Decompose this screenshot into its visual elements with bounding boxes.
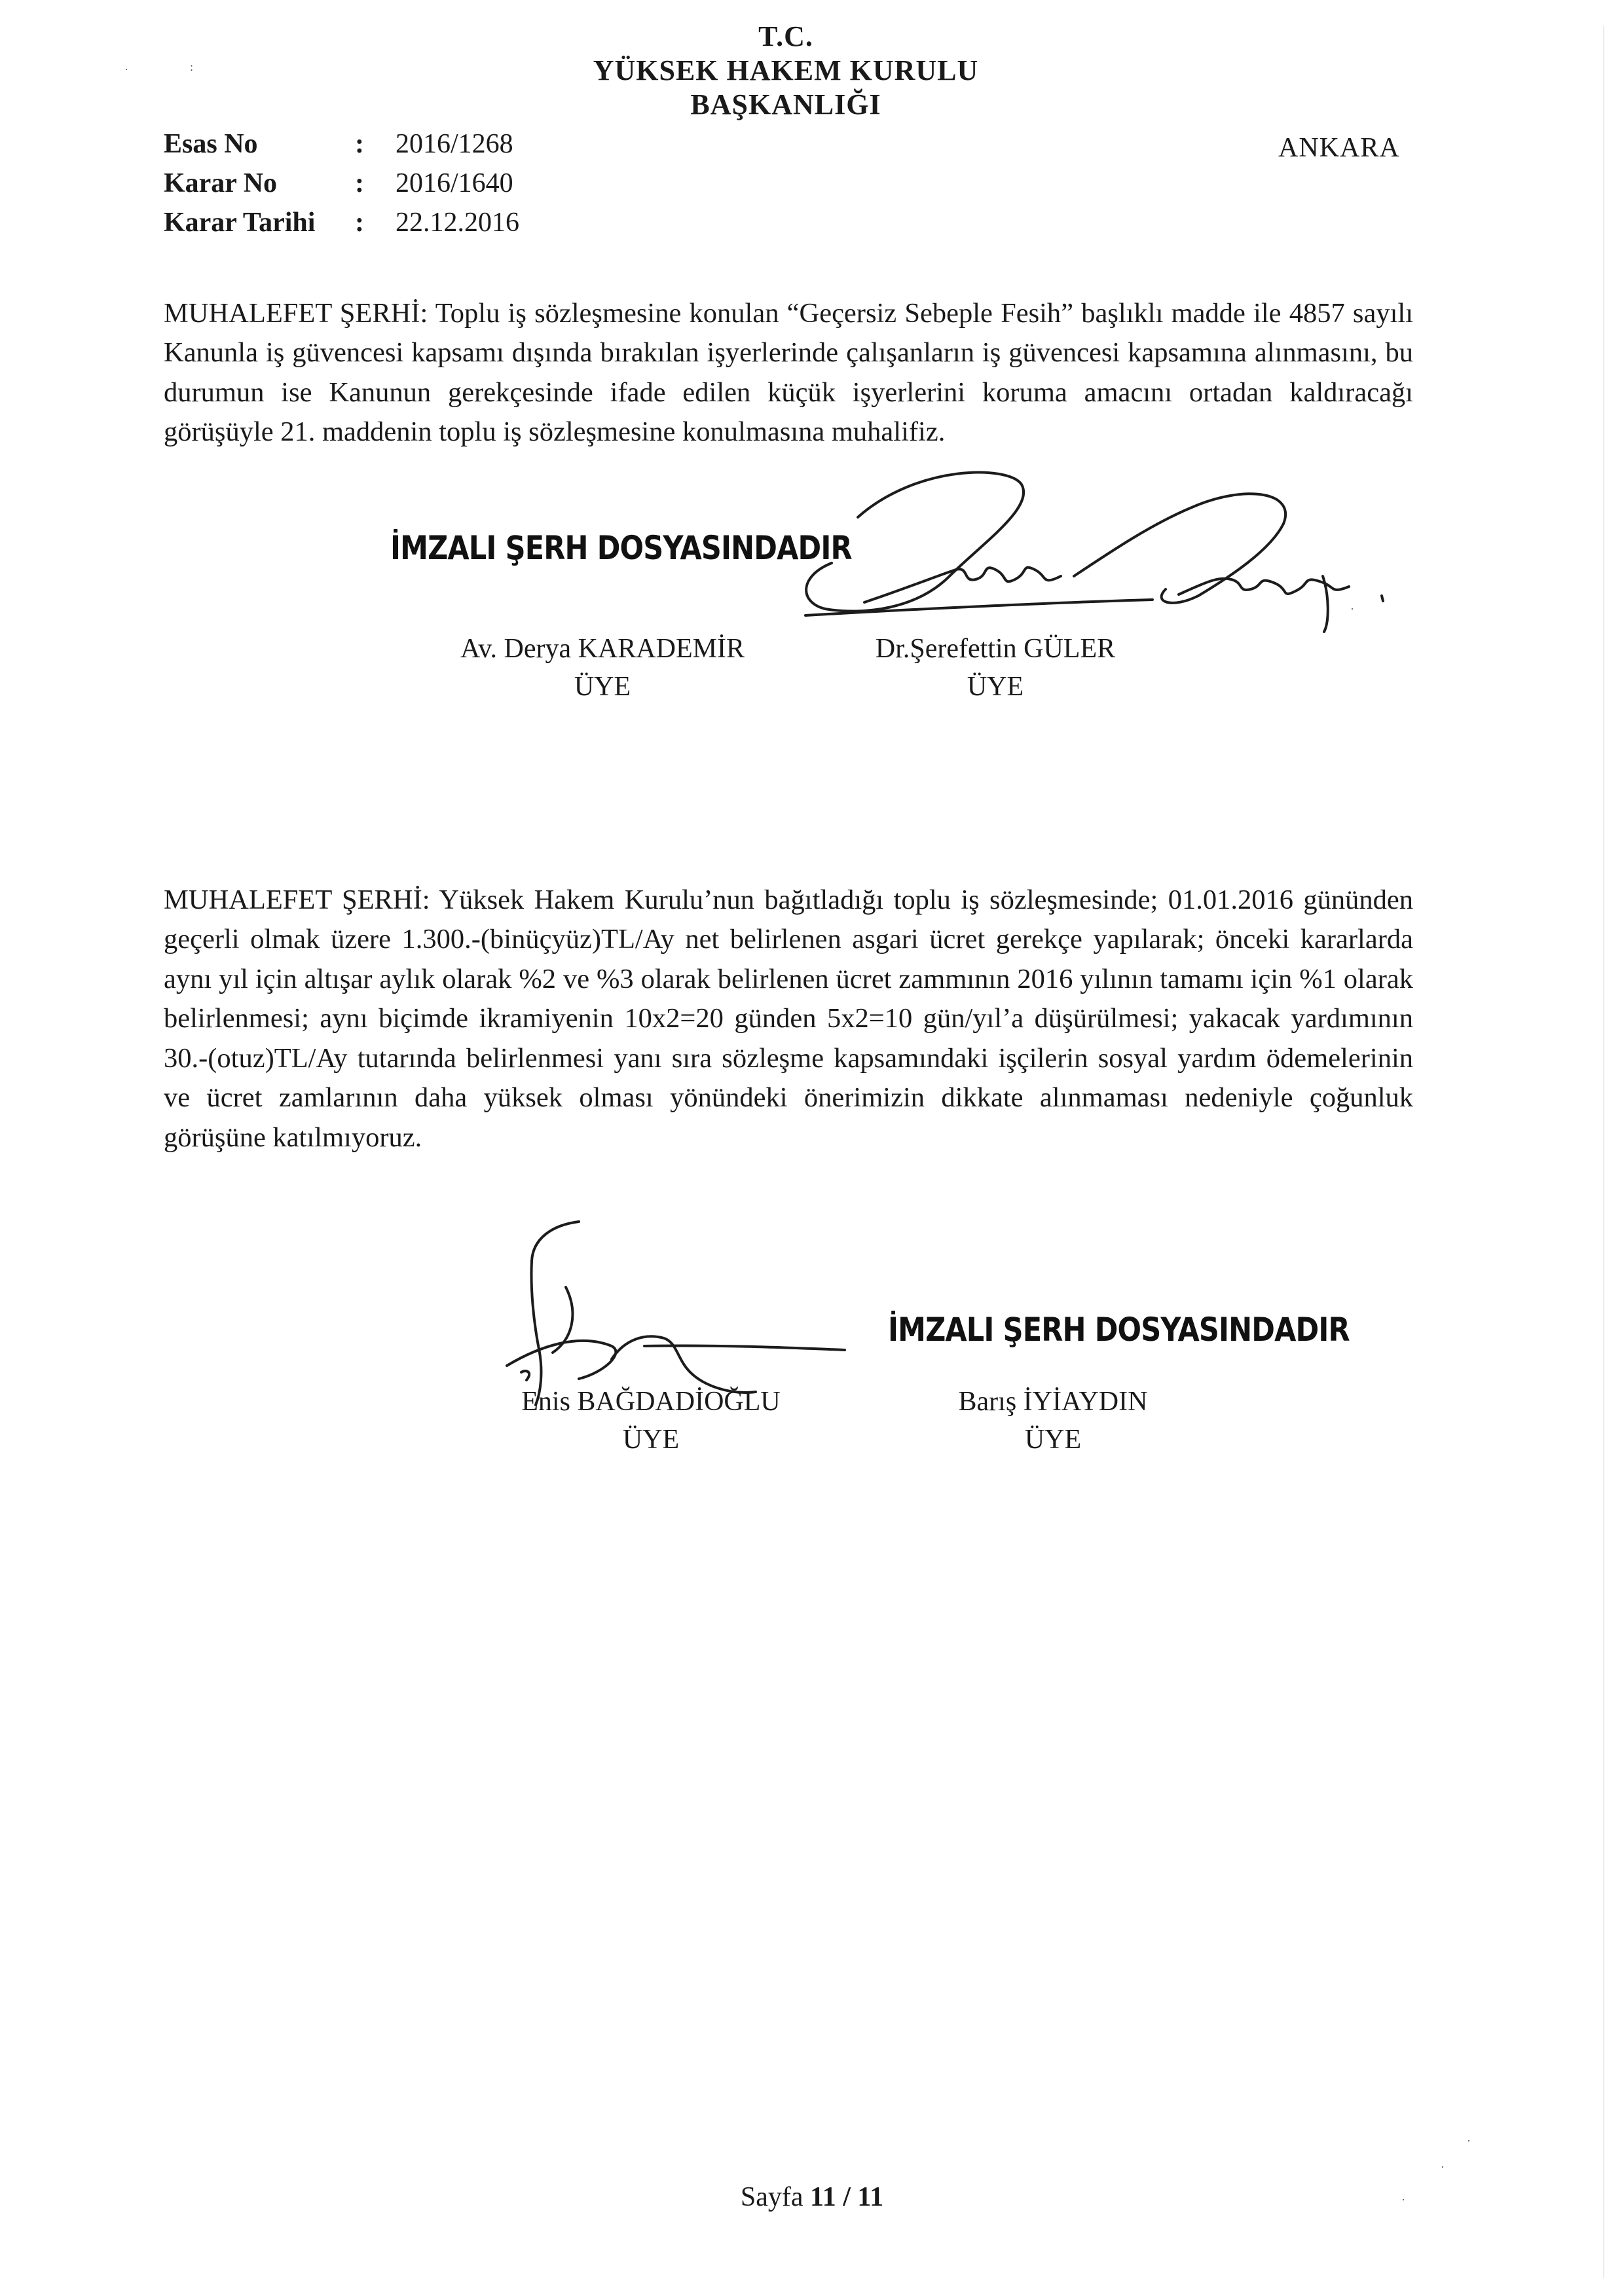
dissent-paragraph-2: MUHALEFET ŞERHİ: Yüksek Hakem Kurulu’nun bağıtladığı toplu iş sözleşmesinde; 01.01.2016 gününden geçerli olmak üzere 1.300.-(binüçyüz)TL/Ay net belirlenen asgari ücret gerekçe yapılarak; önceki kararlarda aynı yıl için altışar aylık olarak %2 ve %3 olarak belirlenen ücret zammının 2016 yılının tamamı için %1 olarak belirlenmesi; aynı biçimde ikramiyenin 10x2=20 günden 5x2=10 gün/yıl’a düşürülmesi; yakacak yardımının 30.-(otuz)TL/Ay tutarında belirlenmesi yanı sıra sözleşme kapsamındaki işçilerin sosyal yardım ödemelerinin ve ücret zamlarının daha yüksek olması yönündeki önerimizin dikkate alınmaması nedeniyle çoğunluk görüşüne katılmıyoruz. [164, 884, 1413, 1153]
signed-dissent-stamp-2: İMZALI ŞERH DOSYASINDADIR [888, 1311, 1350, 1349]
scan-speck: · [1467, 2134, 1471, 2147]
signatory-name: Enis BAĞDADİOĞLU [521, 1387, 781, 1417]
signatory-role: ÜYE [1024, 1425, 1082, 1455]
signatory-role: ÜYE [574, 672, 631, 702]
dissent-paragraph-1: MUHALEFET ŞERHİ: Toplu iş sözleşmesine konulan “Geçersiz Sebeple Fesih” başlıklı madde ile 4857 sayılı Kanunla iş güvencesi kapsamı dışında bırakılan işyerlerinde çalışanların iş güvencesi kapsamına alınmasını, bu durumun ise Kanunun gerekçesinde ifade edilen küçük işyerlerini koruma amacını ortadan kaldıracağı görüşüyle 21. maddenin toplu iş sözleşmesine konulmasına muhalifiz. [164, 297, 1413, 447]
esas-label: Esas No [164, 129, 258, 159]
tarih-label: Karar Tarihi [164, 208, 316, 238]
city-label: ANKARA [1278, 133, 1400, 163]
scan-speck: : [190, 60, 194, 73]
signatory-role: ÜYE [622, 1425, 680, 1455]
page-footer [655, 2181, 969, 2213]
karar-label: Karar No [164, 168, 278, 198]
signatory-bagdadioglu [468, 1383, 834, 1459]
esas-row [164, 128, 519, 168]
header-tc: T.C. [758, 20, 813, 52]
header-institution: YÜKSEK HAKEM KURULU [593, 54, 979, 86]
scan-edge-line [1603, 26, 1604, 2278]
tarih-row [164, 207, 519, 246]
header-presidency: BAŞKANLIĞI [690, 88, 881, 120]
footer-prefix: Sayfa [740, 2182, 803, 2212]
scan-speck: · [1350, 602, 1354, 615]
scan-speck: · [1401, 2193, 1405, 2206]
signatory-iyiaydin [870, 1383, 1236, 1459]
esas-value: 2016/1268 [396, 129, 513, 159]
karar-row [164, 168, 519, 207]
esas-colon: : [355, 129, 364, 159]
karar-colon: : [355, 168, 364, 198]
signed-dissent-stamp-1: İMZALI ŞERH DOSYASINDADIR [390, 529, 852, 567]
signatory-guler [812, 630, 1179, 706]
signatory-karademir [419, 630, 786, 706]
signature-guler-image [786, 445, 1388, 635]
signatory-role: ÜYE [967, 672, 1024, 702]
signatory-name: Barış İYİAYDIN [958, 1387, 1148, 1417]
tarih-value: 22.12.2016 [396, 208, 519, 238]
signatory-name: Av. Derya KARADEMİR [460, 634, 745, 664]
karar-value: 2016/1640 [396, 168, 513, 198]
footer-page-number: 11 / 11 [810, 2182, 884, 2212]
case-metadata [164, 128, 519, 246]
scan-speck: · [1441, 2160, 1445, 2174]
tarih-colon: : [355, 208, 364, 238]
scan-speck: · [124, 63, 128, 76]
signatory-name: Dr.Şerefettin GÜLER [875, 634, 1116, 664]
